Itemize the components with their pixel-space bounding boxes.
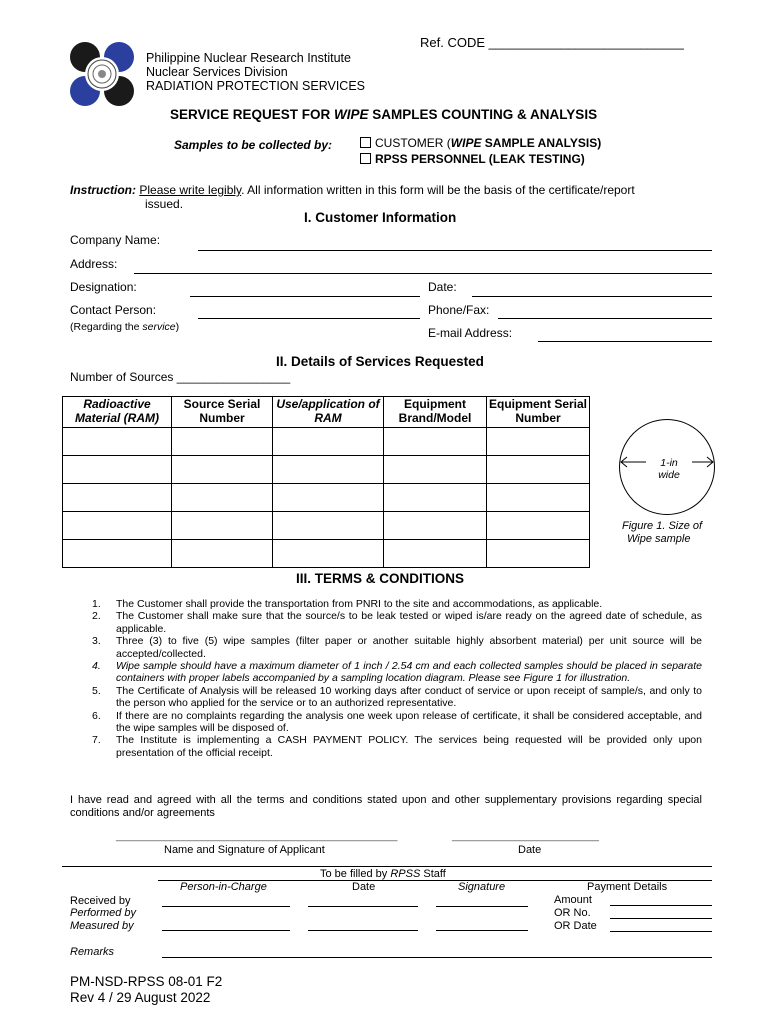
table-row xyxy=(63,512,590,540)
designation-label: Designation: xyxy=(70,280,137,294)
checkbox-rpss[interactable] xyxy=(360,153,371,164)
instruction-line-2: issued. xyxy=(145,197,184,211)
instruction: Instruction: Please write legibly. All information written in this form will be the basis of the certificate/report xyxy=(70,183,635,197)
col-radioactive-material: Radioactive Material (RAM) xyxy=(63,397,172,428)
performed-by-label: Performed by xyxy=(70,907,137,919)
col-signature: Signature xyxy=(458,881,506,893)
pnri-logo xyxy=(68,40,136,108)
table-row xyxy=(63,484,590,512)
terms-list xyxy=(92,598,702,759)
collection-option-customer[interactable]: CUSTOMER (WIPE SAMPLE ANALYSIS) xyxy=(360,136,601,150)
list-item: 7. The Institute is implementing a CASH PAYMENT POLICY. The services being requested will be provided only upon presentation of the official receipt. xyxy=(92,734,702,759)
date-label: Date: xyxy=(428,280,457,294)
staff-date-field-1[interactable] xyxy=(308,906,418,907)
col-payment-details: Payment Details xyxy=(587,881,668,893)
person-field-2[interactable] xyxy=(162,930,290,931)
amount-label: Amount xyxy=(554,894,592,906)
circle-label: 1-in wide xyxy=(646,457,692,481)
received-by-label: Received by xyxy=(70,895,131,907)
list-item: 2. The Customer shall make sure that the source/s to be leak tested or wiped is/are ready on the agreed date of schedule, as applicable. xyxy=(92,610,702,635)
person-field-1[interactable] xyxy=(162,906,290,907)
list-item: 5. The Certificate of Analysis will be released 10 working days after conduct of service or upon receipt of sample/s, and only to the person who applied for the service or to an authorized representative. xyxy=(92,684,702,710)
list-item: 6. If there are no complaints regarding the analysis one week upon release of certificate, it shall be considered acceptable, and the wipe samples will be disposed of. xyxy=(92,709,702,735)
col-person-in-charge: Person-in-Charge xyxy=(180,881,267,893)
or-date-label: OR Date xyxy=(554,920,597,932)
form-code: PM-NSD-RPSS 08-01 F2 xyxy=(70,974,223,989)
collection-label: Samples to be collected by: xyxy=(174,138,333,152)
collection-option-rpss[interactable]: RPSS PERSONNEL (LEAK TESTING) xyxy=(360,152,585,166)
sources-table xyxy=(62,396,590,568)
number-of-sources: Number of Sources _________________ xyxy=(70,370,291,384)
phone-field[interactable] xyxy=(498,318,712,319)
checkbox-customer[interactable] xyxy=(360,137,371,148)
form-revision: Rev 4 / 29 August 2022 xyxy=(70,990,211,1005)
col-use-application: Use/application of RAM xyxy=(273,397,384,428)
date-signature-line[interactable]: ________________________ xyxy=(452,830,599,842)
email-field[interactable] xyxy=(538,341,712,342)
col-staff-date: Date xyxy=(352,881,376,893)
col-equipment-brand: Equipment Brand/Model xyxy=(384,397,487,428)
contact-label: Contact Person: xyxy=(70,303,157,317)
table-row xyxy=(63,428,590,456)
staff-heading: To be filled by RPSS Staff xyxy=(320,868,446,880)
ref-code: Ref. CODE ___________________________ xyxy=(420,35,684,50)
list-item: 4. Wipe sample should have a maximum diameter of 1 inch / 2.54 cm and each collected samples should be placed in separate containers with proper labels accompanied by a sampling location diagram. Please see Figure 1 for illustration. xyxy=(92,660,702,685)
contact-field[interactable] xyxy=(198,318,420,319)
table-row xyxy=(63,540,590,568)
list-item: 1. The Customer shall provide the transportation from PNRI to the site and accommodations, as applicable. xyxy=(92,598,603,610)
signature-line[interactable]: ______________________________________________ xyxy=(116,830,398,842)
divider-top xyxy=(62,866,712,867)
form-title: SERVICE REQUEST FOR WIPE SAMPLES COUNTING & ANALYSIS xyxy=(170,107,598,122)
staff-signature-field-1[interactable] xyxy=(436,906,528,907)
col-equipment-serial: Equipment Serial Number xyxy=(487,397,590,428)
org-line-2: Nuclear Services Division xyxy=(146,65,288,79)
staff-signature-field-2[interactable] xyxy=(436,930,528,931)
address-field[interactable] xyxy=(134,273,712,274)
org-block xyxy=(146,51,365,93)
amount-field[interactable] xyxy=(610,905,712,906)
figure-caption: Figure 1. Size of Wipe sample xyxy=(622,520,703,545)
list-item: 3. Three (3) to five (5) wipe samples (filter paper or another suitable highly absorbent material) per unit source will be accepted/collected. xyxy=(92,635,702,660)
table-header-row xyxy=(63,397,590,428)
remarks-field[interactable] xyxy=(162,957,712,958)
or-no-label: OR No. xyxy=(554,907,591,919)
remarks-label: Remarks xyxy=(70,946,115,958)
date-signature-label: Date xyxy=(518,844,542,856)
company-field[interactable] xyxy=(198,250,712,251)
designation-field[interactable] xyxy=(190,296,420,297)
address-label: Address: xyxy=(70,257,118,271)
section3-heading: III. TERMS & CONDITIONS xyxy=(296,571,465,586)
section2-heading: II. Details of Services Requested xyxy=(276,354,484,369)
measured-by-label: Measured by xyxy=(70,920,134,932)
regarding-note: (Regarding the service) xyxy=(70,321,180,333)
signature-label: Name and Signature of Applicant xyxy=(164,844,325,856)
section1-heading: I. Customer Information xyxy=(304,210,457,225)
email-label: E-mail Address: xyxy=(428,326,513,340)
org-line-3: RADIATION PROTECTION SERVICES xyxy=(146,79,366,93)
org-line-1: Philippine Nuclear Research Institute xyxy=(146,51,351,65)
company-label: Company Name: xyxy=(70,233,161,247)
table-row xyxy=(63,456,590,484)
agreement-text: I have read and agreed with all the terms and conditions stated upon and other supplementary provisions regarding special conditions and/or agreements xyxy=(70,794,702,819)
phone-label: Phone/Fax: xyxy=(428,303,490,317)
or-date-field[interactable] xyxy=(610,931,712,932)
staff-date-field-2[interactable] xyxy=(308,930,418,931)
or-no-field[interactable] xyxy=(610,918,712,919)
date-field[interactable] xyxy=(472,296,712,297)
col-source-serial: Source Serial Number xyxy=(172,397,273,428)
